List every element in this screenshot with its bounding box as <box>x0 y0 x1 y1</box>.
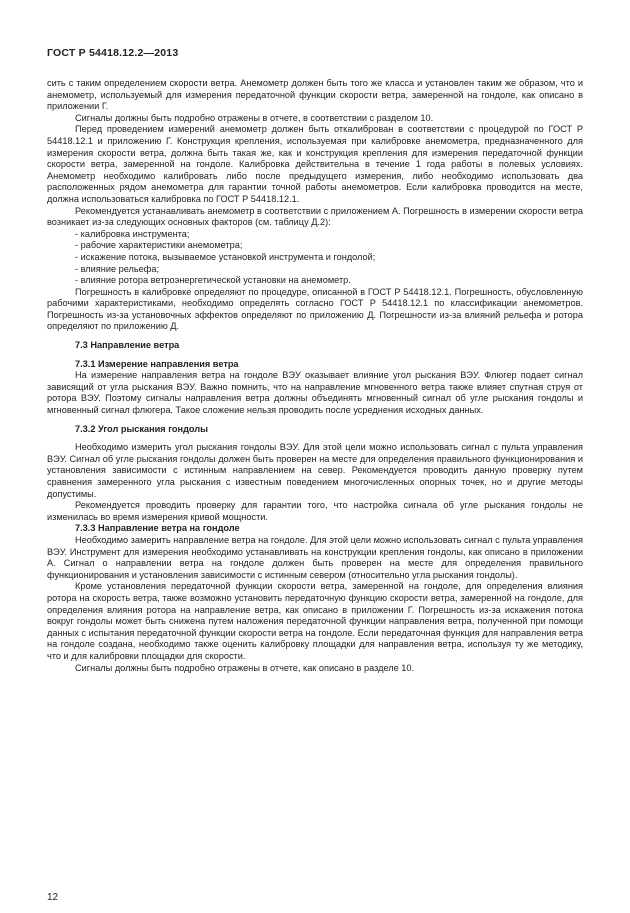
paragraph: На измерение направления ветра на гондоле ВЭУ оказывает влияние угол рыскания ВЭУ. Флюгер подает сигнал зависящий от угла рыскания ВЭУ. Важно помнить, что на направление мгновенного ветра также влияет спутная струя от ротора ВЭУ. Поэтому сигналы направления ветра должны объединять мгновенный сигнал об угле рыскания гондолы и мгновенный сигнал флюгера. Такое сложение нельзя проводить после усреднения исходных данных. <box>47 370 583 416</box>
paragraph: Перед проведением измерений анемометр должен быть откалиброван в соответствии с процедурой по ГОСТ Р 54418.12.1 и приложению Г. Конструкция крепления, используемая при калибровке анемометра, предназначенного для измерения скорости ветра, должна быть такая же, как и конструкция крепления для измерения передаточной функции скорости ветра, замеренной на гондоле. Калибровка действительна в течение 1 года работы в полевых условиях. Анемометр необходимо калибровать либо после предыдущего измерения, либо необходимо использовать два расположенных рядом анемометра для гарантии точной работы анемометров. Если калибровка проводится на месте, должна использоваться калибровка по ГОСТ Р 54418.12.1. <box>47 124 583 204</box>
subsection-heading: 7.3.2 Угол рыскания гондолы <box>75 423 208 434</box>
document-header: ГОСТ Р 54418.12.2—2013 <box>47 47 179 59</box>
list-item: - влияние ротора ветроэнергетической установки на анемометр. <box>75 275 351 286</box>
paragraph: Необходимо замерить направление ветра на гондоле. Для этой цели можно использовать сигнал с пульта управления ВЭУ. Инструмент для измерения необходимо устанавливать на конструкции крепления гондолы, как описано в приложении А. Сигнал о направлении ветра на гондоле должен быть проверен на месте для определения правильного функционирования и установления зависимости с истинным севером (относительно угла рыскания гондолы). <box>47 534 583 580</box>
document-body <box>47 78 583 674</box>
paragraph: Погрешность в калибровке определяют по процедуре, описанной в ГОСТ Р 54418.12.1. Погрешность, обусловленную рабочими характеристиками, необходимо определять согласно ГОСТ Р 54418.12.1 по классификации анемометров. Погрешность из-за установочных эффектов определяют по приложению Д. Погрешности из-за влияний рельефа и ротора определяют по приложению Д. <box>47 286 583 332</box>
paragraph: Рекомендуется проводить проверку для гарантии того, что настройка сигнала об угле рыскания гондолы не изменилась во время измерения кривой мощности. <box>47 500 583 522</box>
subsection-heading: 7.3.1 Измерение направления ветра <box>75 358 239 369</box>
list-item: - влияние рельефа; <box>75 263 160 274</box>
paragraph: Необходимо измерить угол рыскания гондолы ВЭУ. Для этой цели можно использовать сигнал с пульта управления ВЭУ. Сигнал об угле рыскания гондолы должен быть проверен на месте для определения правильного функционирования и установления зависимости с истинным направлением на север. Рекомендуется проводить данную проверку путем сравнения замеренного угла рыскания с известным поведением многочисленных опорных точек, но и другие методы допустимы. <box>47 442 583 499</box>
list-item: - искажение потока, вызываемое установкой инструмента и гондолой; <box>75 251 376 262</box>
subsection-heading: 7.3.3 Направление ветра на гондоле <box>75 523 240 534</box>
section-heading: 7.3 Направление ветра <box>75 340 180 351</box>
paragraph: сить с таким определением скорости ветра. Анемометр должен быть того же класса и установлен таким же образом, что и анемометр, используемый для измерения передаточной функции скорости ветра, замеренной на гондоле, как описано в приложении Г. <box>47 78 583 112</box>
paragraph: Кроме установления передаточной функции скорости ветра, замеренной на гондоле, для определения влияния ротора на скорость ветра, также возможно установить передаточную функцию скорости ветра, замеренной на гондоле, для определения влияния ротора на направление ветра, как описано в приложении Г. Погрешность из-за искажения потока вокруг гондолы может быть снижена путем наложения передаточной функции направления ветра, полученной при помощи данных с испытания передаточной функции скорости ветра на гондоле. Если передаточная функция для направления ветра на гондоле создана, необходимо также оценить калибровку площадки для направления ветра, используя ту же методику, что и для калибровки площадки для скорости. <box>47 581 583 661</box>
list-item: - калибровка инструмента; <box>75 228 190 239</box>
paragraph: Сигналы должны быть подробно отражены в отчете, в соответствии с разделом 10. <box>75 112 434 123</box>
list-item: - рабочие характеристики анемометра; <box>75 240 243 251</box>
paragraph: Сигналы должны быть подробно отражены в отчете, как описано в разделе 10. <box>75 662 415 673</box>
paragraph: Рекомендуется устанавливать анемометр в соответствии с приложением А. Погрешность в измерении скорости ветра возникает из-за следующих основных факторов (см. таблицу Д.2): <box>47 205 583 228</box>
page-number: 12 <box>47 892 59 903</box>
